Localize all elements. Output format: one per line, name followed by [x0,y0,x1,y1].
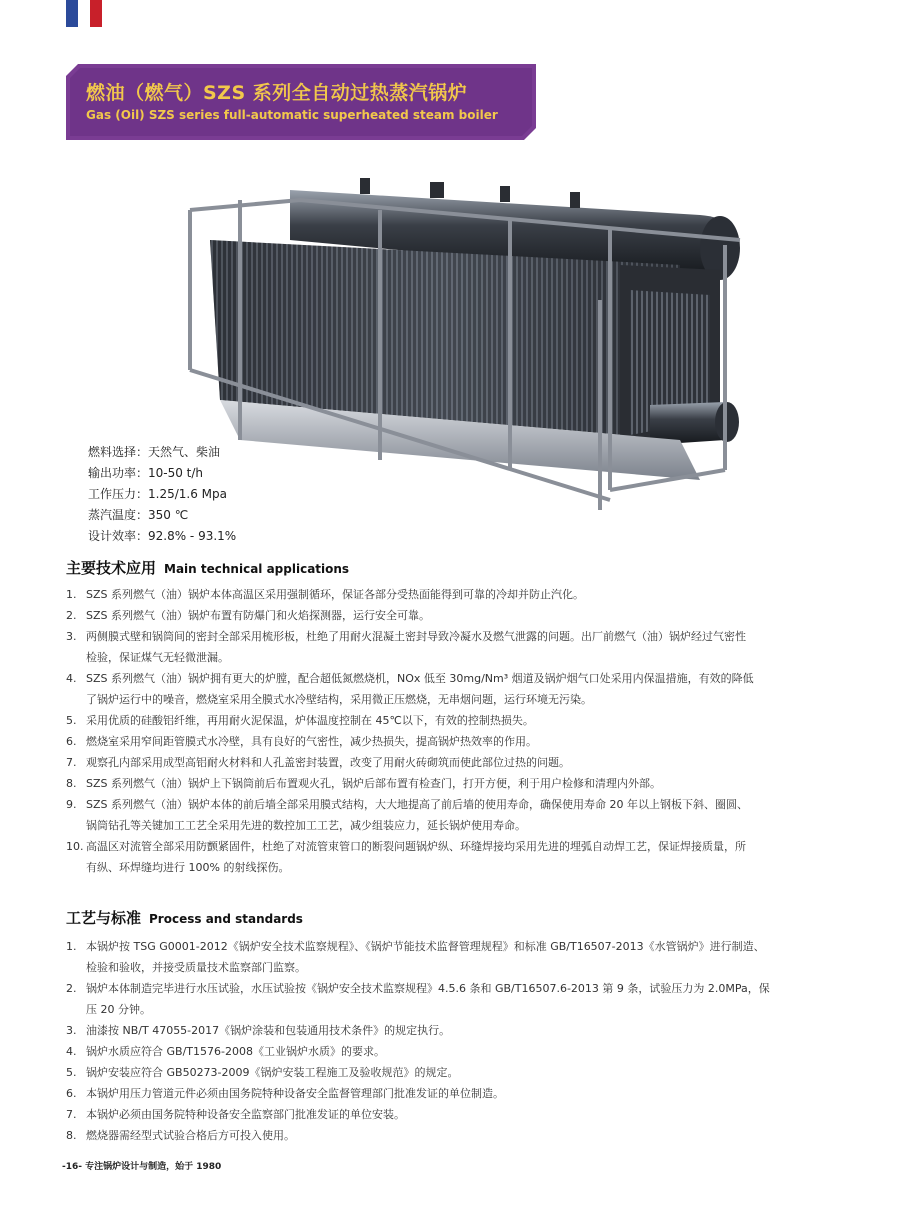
spec-efficiency: 设计效率：92.8% - 93.1% [88,529,237,543]
boiler-illustration [180,170,750,540]
flag-icon [66,0,102,27]
spec-output: 输出功率：10-50 t/h [88,466,204,480]
section-title-cn: 工艺与标准 [66,909,142,927]
list-item: 1. 本锅炉按 TSG G0001-2012《锅炉安全技术监察规程》、《锅炉节能技术监督管理规程》和标准 GB/T16507-2013《水管锅炉》进行制造、 检验和验收，并接受质量技术监察部门监察。 [66,940,765,974]
list-item: 3. 油漆按 NB/T 47055-2017《锅炉涂装和包装通用技术条件》的规定执行。 [66,1024,451,1037]
list-item: 2. 锅炉本体制造完毕进行水压试验，水压试验按《锅炉安全技术监察规程》4.5.6 条和 GB/T16507.6-2013 第 9 条，试验压力为 2.0MPa，保 压 20 分钟。 [66,982,770,1016]
list-item: 8. 燃烧器需经型式试验合格后方可投入使用。 [66,1129,295,1142]
page-footer [62,1159,221,1172]
list-item: 10. 高温区对流管全部采用防颤紧固件，杜绝了对流管束管口的断裂问题锅炉纵、环缝焊接均采用先进的埋弧自动焊工艺，保证焊接质量，所 有纵、环焊缝均进行 100% 的射线探伤。 [66,840,746,874]
list-item: 4. SZS 系列燃气（油）锅炉拥有更大的炉膛，配合超低氮燃烧机，NOx 低至 30mg/Nm³ 烟道及锅炉烟气口处采用内保温措施，有效的降低 了锅炉运行中的噪音，燃烧室采用全膜式水冷壁结构，采用微正压燃烧，无串烟问题，运行环境无污染。 [66,672,754,706]
spec-pressure: 工作压力：1.25/1.6 Mpa [88,487,227,501]
section-title-cn: 主要技术应用 [66,559,157,577]
section-title-en: Main technical applications [164,562,350,576]
process-list [66,936,826,1146]
page-title: 燃油（燃气）SZS 系列全自动过热蒸汽锅炉 [86,82,468,104]
list-item: 9. SZS 系列燃气（油）锅炉本体的前后墙全部采用膜式结构，大大地提高了前后墙的使用寿命，确保使用寿命 20 年以上钢板下斜、圈圆、 锅筒钻孔等关键加工工艺全采用先进的数控加工工艺，减少组装应力，延长锅炉使用寿命。 [66,798,748,832]
section-title-process [66,907,303,928]
list-item: 7. 观察孔内部采用成型高铝耐火材料和人孔盖密封装置，改变了用耐火砖砌筑而使此部位过热的问题。 [66,756,570,769]
list-item: 8. SZS 系列燃气（油）锅炉上下锅筒前后布置观火孔，锅炉后部布置有检查门，打开方便，利于用户检修和清理内外部。 [66,777,661,790]
spec-fuel: 燃料选择：天然气、柴油 [88,445,221,459]
list-item: 7. 本锅炉必须由国务院特种设备安全监察部门批准发证的单位安装。 [66,1108,405,1121]
section-title-en: Process and standards [149,912,303,926]
list-item: 4. 锅炉水质应符合 GB/T1576-2008《工业锅炉水质》的要求。 [66,1045,385,1058]
list-item: 1. SZS 系列燃气（油）锅炉本体高温区采用强制循环，保证各部分受热面能得到可靠的冷却并防止汽化。 [66,588,584,601]
footer-slogan: 专注锅炉设计与制造，始于 1980 [85,1162,222,1172]
page-subtitle: Gas (Oil) SZS series full-automatic superheated steam boiler [86,108,498,122]
list-item: 5. 锅炉安装应符合 GB50273-2009《锅炉安装工程施工及验收规范》的规定。 [66,1066,459,1079]
list-item: 6. 燃烧室采用窄间距管膜式水冷壁，具有良好的气密性，减少热损失，提高锅炉热效率的作用。 [66,735,537,748]
list-item: 3. 两侧膜式壁和锅筒间的密封全部采用梳形板，杜绝了用耐火混凝土密封导致冷凝水及燃气泄露的问题。出厂前燃气（油）锅炉经过气密性 检验，保证煤气无轻微泄漏。 [66,630,746,664]
spec-temperature: 蒸汽温度：350 ℃ [88,508,189,522]
list-item: 2. SZS 系列燃气（油）锅炉布置有防爆门和火焰探测器，运行安全可靠。 [66,609,430,622]
spec-list [88,442,236,547]
technical-list [66,584,826,878]
section-title-technical [66,557,349,578]
list-item: 5. 采用优质的硅酸铝纤维，再用耐火泥保温，炉体温度控制在 45℃以下，有效的控制热损失。 [66,714,534,727]
page-number: -16- [62,1162,82,1172]
list-item: 6. 本锅炉用压力管道元件必须由国务院特种设备安全监督管理部门批准发证的单位制造。 [66,1087,504,1100]
